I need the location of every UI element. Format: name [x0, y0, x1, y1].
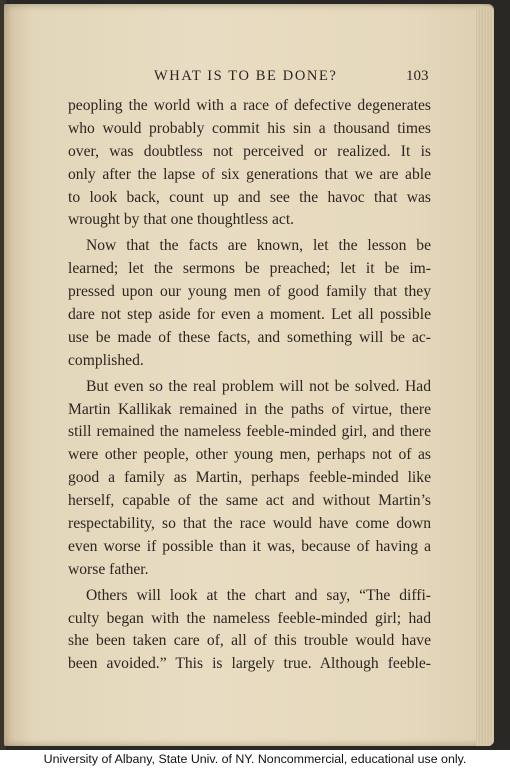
paragraph-2	[68, 235, 431, 372]
text-line: good a family as Martin, perhaps feeble-minded like	[68, 469, 431, 487]
text-line: complished.	[68, 351, 144, 369]
text-line: wrought by that one thoughtless act.	[68, 211, 295, 229]
text-line: herself, capable of the same act and without Martin’s	[68, 492, 431, 510]
text-line: Others will look at the chart and say, “The diffi-	[86, 586, 431, 604]
attribution-footer: University of Albany, State Univ. of NY. Noncommercial, educational use only.	[0, 752, 510, 770]
text-line: still remained the nameless feeble-minded girl, and there	[68, 423, 431, 441]
paragraph-4	[68, 585, 431, 677]
text-line: dare not step aside for even a moment. Let all possible	[68, 306, 431, 324]
text-line: were other people, other young men, perhaps not of as	[68, 446, 431, 464]
text-line: over, was doubtless not perceived or realized. It is	[68, 142, 431, 160]
text-line: learned; let the sermons be preached; let it be im-	[68, 260, 431, 278]
text-line: who would probably commit his sin a thousand times	[68, 119, 431, 137]
paragraph-1	[68, 95, 431, 232]
page-edge	[476, 6, 494, 746]
text-line: Now that the facts are known, let the lesson be	[86, 237, 431, 255]
text-line: culty began with the nameless feeble-minded girl; had	[68, 609, 431, 627]
text-line: been avoided.” This is largely true. Although feeble-	[68, 655, 431, 673]
text-line: peopling the world with a race of defective degenerates	[68, 97, 431, 114]
text-line: respectability, so that the race would have come down	[68, 515, 431, 533]
page-number: 103	[406, 68, 429, 84]
text-line: But even so the real problem will not be solved. Had	[86, 377, 431, 395]
text-line: worse father.	[68, 560, 149, 578]
running-title: WHAT IS TO BE DONE?	[154, 68, 338, 84]
text-line: use be made of these facts, and something will be ac-	[68, 328, 431, 346]
text-line: even worse if possible than it was, because of having a	[68, 537, 431, 555]
running-head	[4, 68, 494, 88]
text-line: she been taken care of, all of this trouble would have	[68, 632, 431, 650]
book-page	[4, 4, 494, 746]
text-line: only after the lapse of six generations that we are able	[68, 165, 431, 183]
body-text	[68, 95, 431, 676]
paragraph-3	[68, 376, 431, 582]
text-line: Martin Kallikak remained in the paths of virtue, there	[68, 400, 431, 418]
text-line: pressed upon our young men of good family that they	[68, 283, 431, 301]
text-line: to look back, count up and see the havoc that was	[68, 188, 431, 206]
